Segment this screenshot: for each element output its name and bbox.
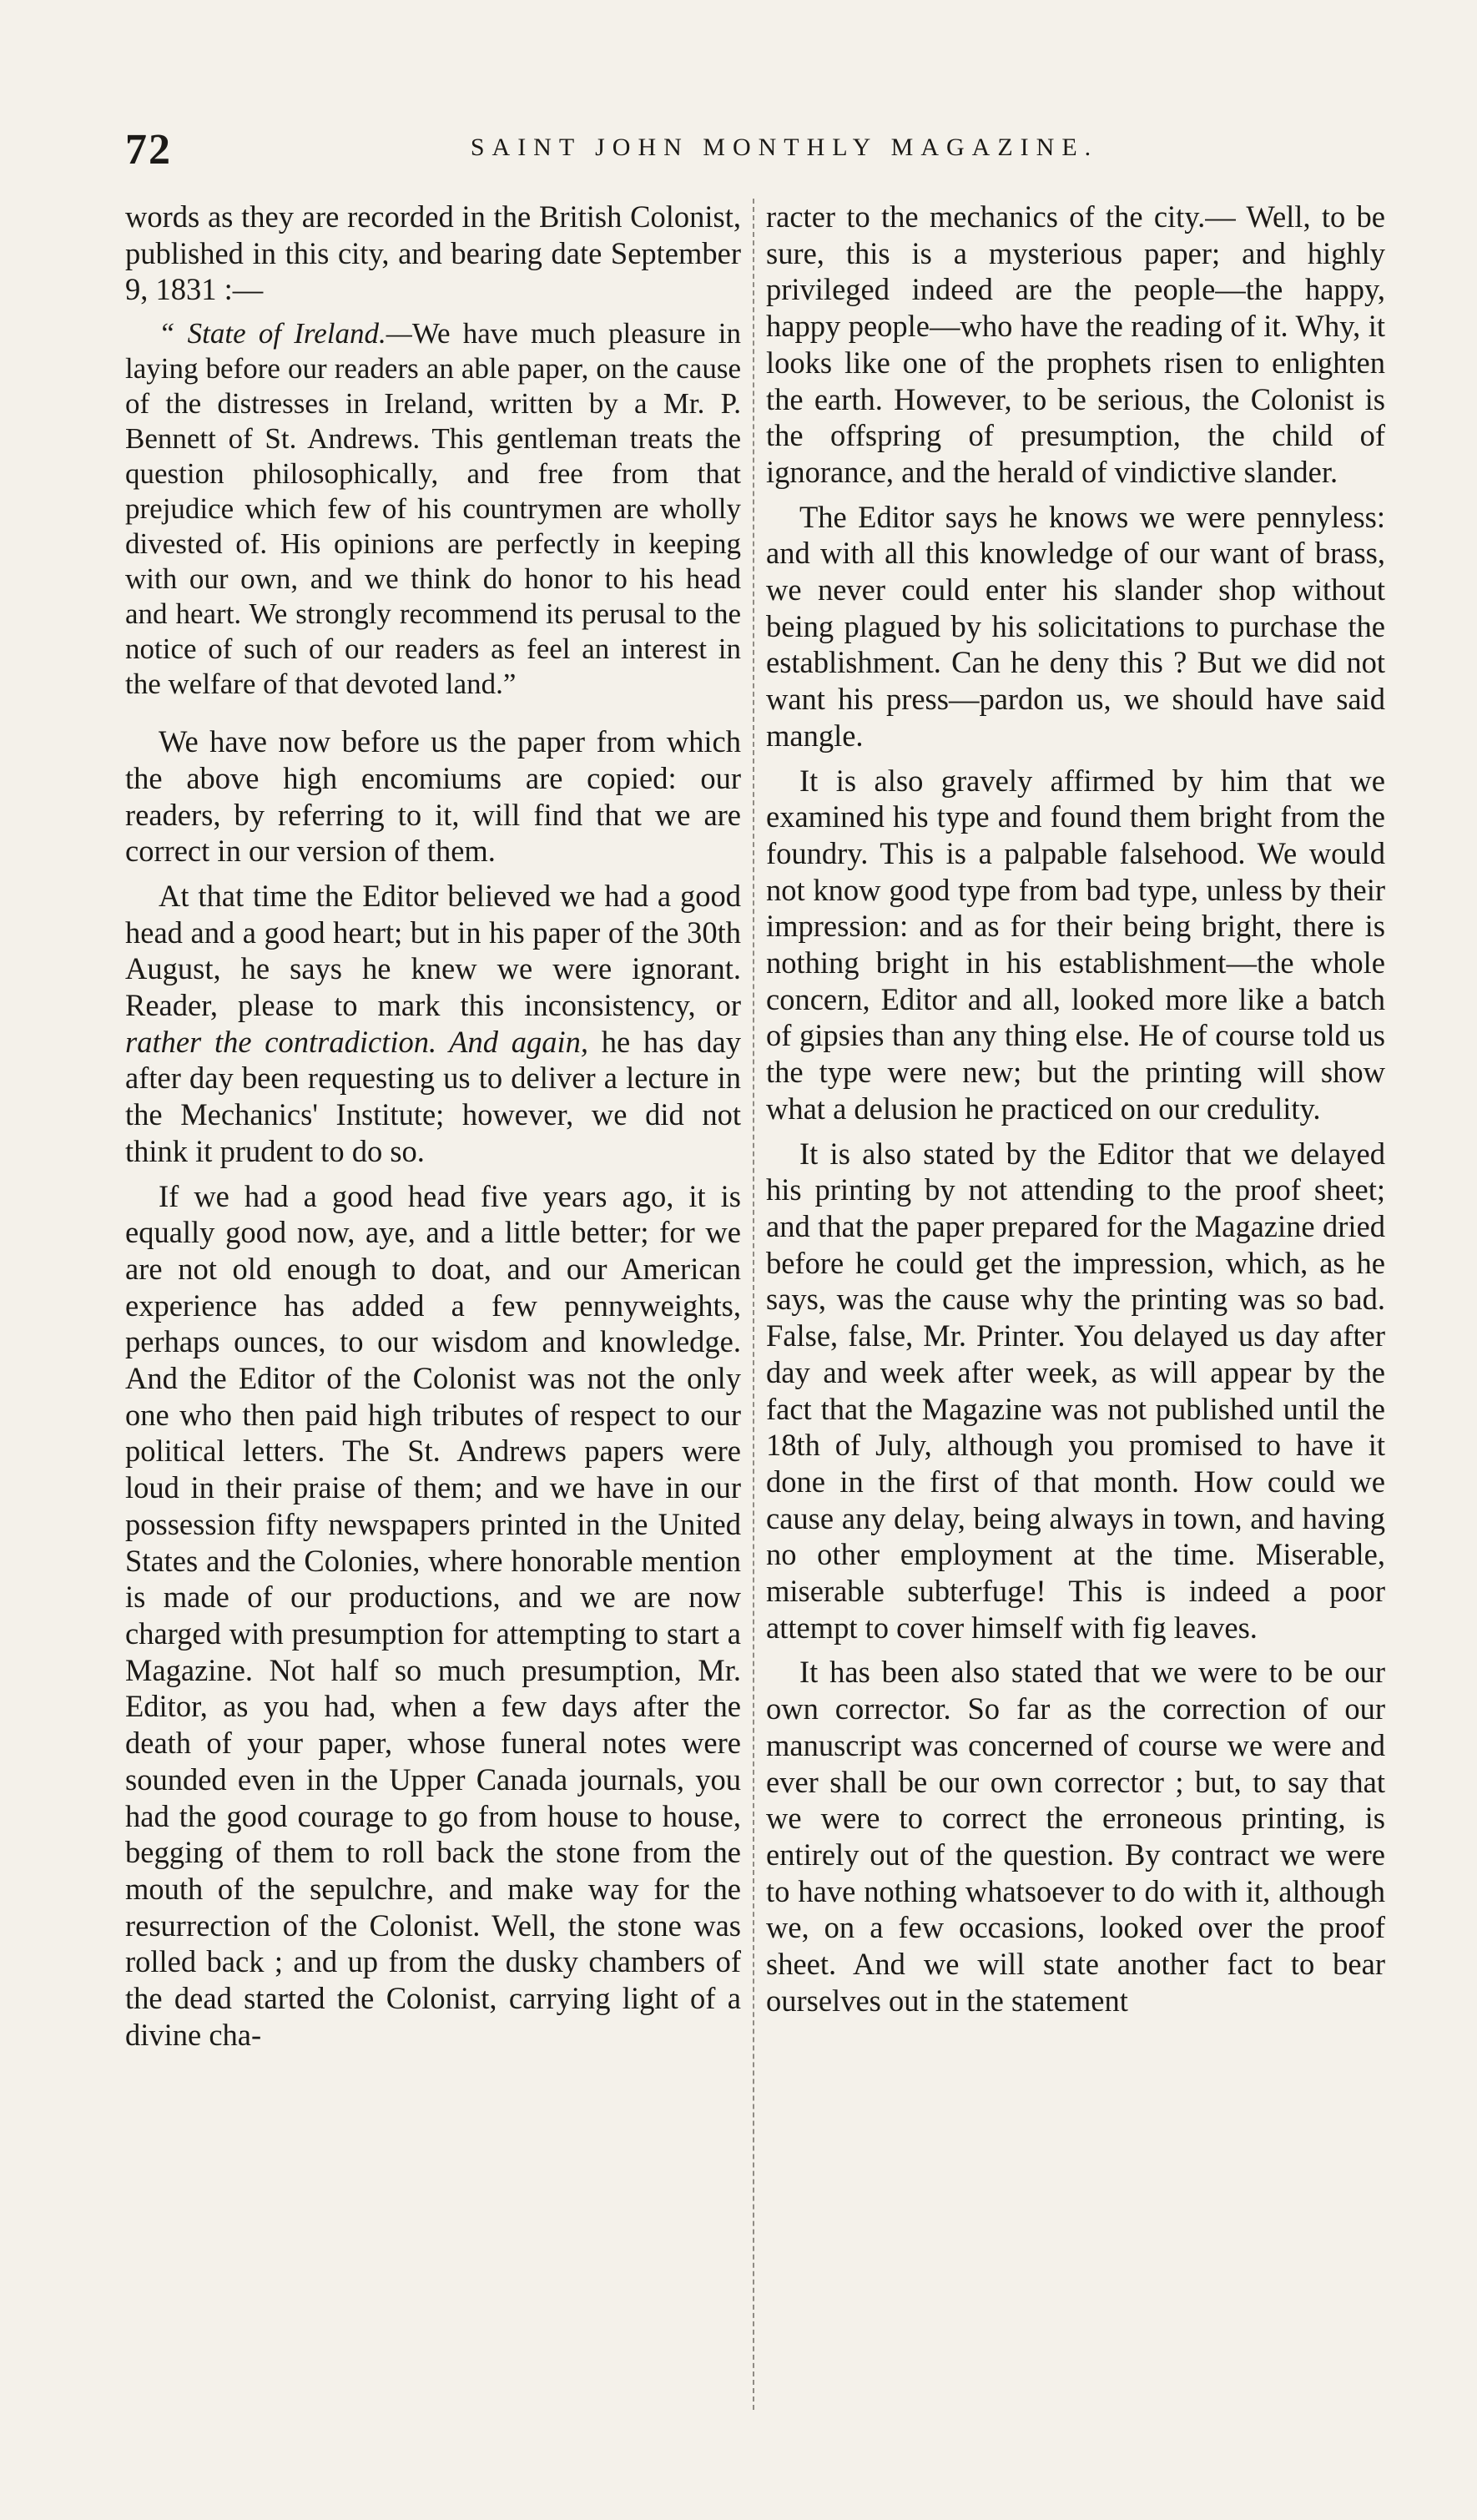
paragraph: If we had a good head five years ago, it is equally good now, aye, and a little better; for we are not old enough to doat, and our American experience has added a few pennyweights, perhaps ounces, to our wisdom and knowledge. And the Editor of the Colonist was not the only one who then paid high tributes of respect to our political letters. The St. Andrews papers were loud in their praise of them; and we have in our possession fifty newspapers printed in the United States and the Colonies, where honorable mention is made of our productions, and we are now charged with presumption for attempting to start a Magazine. Not half so much presumption, Mr. Editor, as you had, when a few days after the death of your paper, whose funeral notes were sounded even in the Upper Canada journals, you had the good courage to go from house to house, begging of them to roll back the stone from the mouth of the sepulchre, and make way for the resurrection of the Colonist. Well, the stone was rolled back ; and up from the dusky chambers of the dead started the Colonist, carrying light of a divine cha- (125, 1178, 741, 2052)
right-column (766, 199, 1385, 2027)
quoted-paragraph (125, 316, 741, 702)
paragraph: It is also stated by the Editor that we delayed his printing by not attending to the proof sheet; and that the paper prepared for the Magazine dried before he could get the impression, which, as he says, was the cause why the printing was so bad. False, false, Mr. Printer. You delayed us day after day and week after week, as will appear by the fact that the Magazine was not published until the 18th of July, although you promised to have it done in the first of that month. How could we cause any delay, being always in town, and having no other employment at the time. Miserable, miserable subterfuge! This is indeed a poor attempt to cover himself with fig leaves. (766, 1136, 1385, 1645)
page-header (125, 125, 1377, 175)
quote-heading: “ State of Ireland.— (159, 317, 412, 350)
paragraph: We have now before us the paper from which the above high encomiums are copied: our readers, by referring to it, will find that we are correct in our version of them. (125, 724, 741, 869)
left-column (125, 199, 741, 2061)
paragraph: It is also gravely affirmed by him that we examined his type and found them bright from the foundry. This is a palpable falsehood. We would not know good type from bad type, unless by their impression: and as for their being bright, there is nothing bright in his establishment—the whole concern, Editor and all, looked more like a batch of gipsies than any thing else. He of course told us the type were new; but the printing will show what a delusion he practiced on our credulity. (766, 763, 1385, 1126)
paragraph: It has been also stated that we were to be our own corrector. So far as the correction of our manuscript was concerned of course we were and ever shall be our own corrector ; but, to say that we were to correct the erroneous printing, is entirely out of the question. By contract we were to have nothing whatsoever to do with it, although we, on a few occasions, looked over the proof sheet. And we will state another fact to bear ourselves out in the statement (766, 1655, 1385, 2018)
paragraph (125, 878, 741, 1170)
paragraph: words as they are recorded in the British Colonist, published in this city, and bearing date September 9, 1831 :— (125, 199, 741, 307)
paragraph-text: At that time the Editor believed we had a good head and a good heart; but in his paper of the 30th August, he says he knew we were ignorant. Reader, please to mark this inconsistency, or (125, 878, 741, 1023)
running-title: SAINT JOHN MONTHLY MAGAZINE. (470, 134, 1099, 161)
paragraph: The Editor says he knows we were pennyless: and with all this knowledge of our want of brass, we never could enter his slander shop without being plagued by his solicitations to purchase the establishment. Can he deny this ? But we did not want his press—pardon us, we should have said mangle. (766, 499, 1385, 753)
quote-text: We have much pleasure in laying before our readers an able paper, on the cause of the distresses in Ireland, written by a Mr. P. Bennett of St. Andrews. This gentleman treats the question philosophically, and free from that prejudice which few of his countrymen are wholly divested of. His opinions are perfectly in keeping with our own, and we think do honor to his head and heart. We strongly recommend its perusal to the notice of such of our readers as feel an interest in the welfare of that devoted land.” (125, 317, 741, 701)
paragraph: racter to the mechanics of the city.— Well, to be sure, this is a mysterious paper; and highly privileged indeed are the people—the happy, happy people—who have the reading of it. Why, it looks like one of the prophets risen to enlighten the earth. However, to be serious, the Colonist is the offspring of presumption, the child of ignorance, and the herald of vindictive slander. (766, 199, 1385, 489)
paragraph-text: he has day after day been requesting us to deliver a lecture in the Mechanics' Institute; however, we did not think it prudent to do so. (125, 1024, 741, 1168)
italic-text: rather the contradiction. And again, (125, 1024, 588, 1059)
page-number: 72 (125, 126, 172, 174)
column-divider (753, 199, 754, 2410)
